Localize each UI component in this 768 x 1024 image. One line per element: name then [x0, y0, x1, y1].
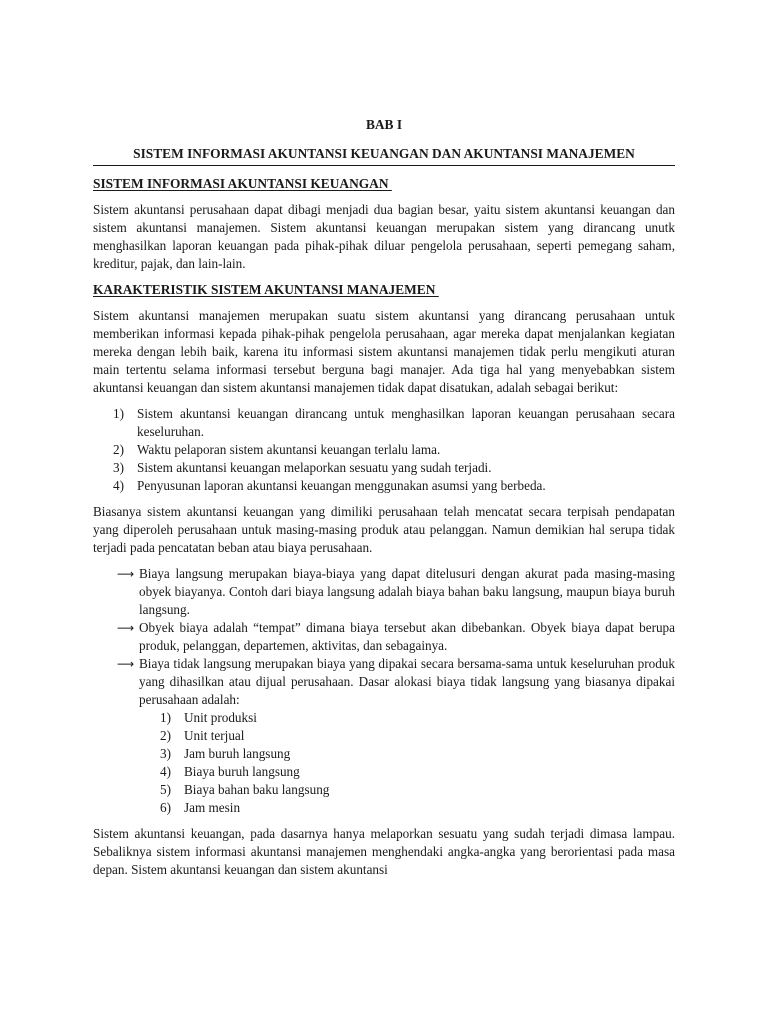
list-marker: 2) [113, 442, 124, 457]
list-marker: 2) [160, 728, 171, 743]
arrow-icon: ⟶ [117, 657, 135, 671]
arrow-item-text: Biaya tidak langsung merupakan biaya yang dipakai secara bersama-sama untuk keseluruhan produk yang dihasilkan atau dijual perusahaan. Dasar alokasi biaya tidak langsung yang biasanya dipakai perusahaan adalah: [139, 656, 675, 707]
list-item-text: Biaya bahan baku langsung [184, 782, 330, 797]
list-marker: 4) [160, 764, 171, 779]
arrow-icon: ⟶ [117, 621, 135, 635]
arrow-item-text: Biaya langsung merupakan biaya-biaya yang dapat ditelusuri dengan akurat pada masing-masing obyek biayanya. Contoh dari biaya langsung adalah biaya bahan baku langsung, maupun biaya buruh langsung. [139, 566, 675, 617]
chapter-label: BAB I [365, 117, 403, 132]
list-item [93, 727, 675, 745]
section-heading-management: KARAKTERISTIK SISTEM AKUNTANSI MANAJEMEN [93, 282, 439, 297]
list-marker: 4) [113, 478, 124, 493]
allocation-bases-list [93, 709, 675, 817]
list-item [93, 459, 675, 477]
list-marker: 1) [160, 710, 171, 725]
list-item-text: Waktu pelaporan sistem akuntansi keuangan terlalu lama. [137, 442, 441, 457]
list-item-text: Jam buruh langsung [184, 746, 291, 761]
list-item-text: Unit terjual [184, 728, 245, 743]
list-item [93, 799, 675, 817]
list-item [93, 781, 675, 799]
list-item-text: Jam mesin [184, 800, 241, 815]
list-item-text: Sistem akuntansi keuangan melaporkan sesuatu yang sudah terjadi. [137, 460, 492, 475]
list-marker: 3) [160, 746, 171, 761]
list-item [93, 441, 675, 459]
list-item [93, 709, 675, 727]
section-paragraph-management: Sistem akuntansi manajemen merupakan suatu sistem akuntansi yang dirancang perusahaan untuk memberikan informasi kepada pihak-pihak pengelola perusahaan, agar mereka dapat menjalankan kegiatan mereka dengan lebih baik, karena itu informasi sistem akuntansi manajemen tidak perlu mengikuti aturan main tertentu selama informasi tersebut berguna bagi manajer. Ada tiga hal yang menyebabkan sistem akuntansi keuangan dan sistem akuntansi manajemen tidak dapat disatukan, adalah sebagai berikut: [93, 308, 675, 395]
list-marker: 1) [113, 406, 124, 421]
section-paragraph-revenue: Biasanya sistem akuntansi keuangan yang dimiliki perusahaan telah mencatat secara terpisah pendapatan yang diperoleh perusahaan untuk masing-masing produk atau pelanggan. Namun demikian hal serupa tidak terjadi pada pencatatan beban atau biaya perusahaan. [93, 504, 675, 555]
reasons-list [93, 405, 675, 495]
arrow-item [93, 565, 675, 619]
arrow-item-text: Obyek biaya adalah “tempat” dimana biaya tersebut akan dibebankan. Obyek biaya dapat berupa produk, pelanggan, departemen, aktivitas, dan sebagainya. [139, 620, 675, 653]
list-item [93, 745, 675, 763]
list-marker: 5) [160, 782, 171, 797]
list-item-text: Sistem akuntansi keuangan dirancang untuk menghasilkan laporan keuangan perusahaan secara keseluruhan. [137, 406, 675, 439]
list-item [93, 405, 675, 441]
list-item [93, 477, 675, 495]
arrow-list [93, 565, 675, 817]
list-marker: 6) [160, 800, 171, 815]
list-item-text: Unit produksi [184, 710, 257, 725]
chapter-title: SISTEM INFORMASI AKUNTANSI KEUANGAN DAN AKUNTANSI MANAJEMEN [93, 145, 675, 166]
list-item-text: Penyusunan laporan akuntansi keuangan menggunakan asumsi yang berbeda. [137, 478, 546, 493]
list-item [93, 763, 675, 781]
section-paragraph-financial: Sistem akuntansi perusahaan dapat dibagi menjadi dua bagian besar, yaitu sistem akuntansi keuangan dan sistem akuntansi manajemen. Sistem akuntansi keuangan merupakan sistem yang dirancang unutk menghasilkan laporan keuangan pada pihak-pihak diluar pengelola perusahaan, seperti pemegang saham, kreditur, pajak, dan lain-lain. [93, 202, 675, 271]
document-body [93, 116, 675, 887]
list-marker: 3) [113, 460, 124, 475]
arrow-icon: ⟶ [117, 567, 135, 581]
section-heading-financial: SISTEM INFORMASI AKUNTANSI KEUANGAN [93, 176, 392, 191]
arrow-item [93, 619, 675, 655]
section-paragraph-closing: Sistem akuntansi keuangan, pada dasarnya hanya melaporkan sesuatu yang sudah terjadi dimasa lampau. Sebaliknya sistem informasi akuntansi manajemen menghendaki angka-angka yang berorientasi pada masa depan. Sistem akuntansi keuangan dan sistem akuntansi [93, 826, 675, 877]
list-item-text: Biaya buruh langsung [184, 764, 300, 779]
arrow-item [93, 655, 675, 709]
